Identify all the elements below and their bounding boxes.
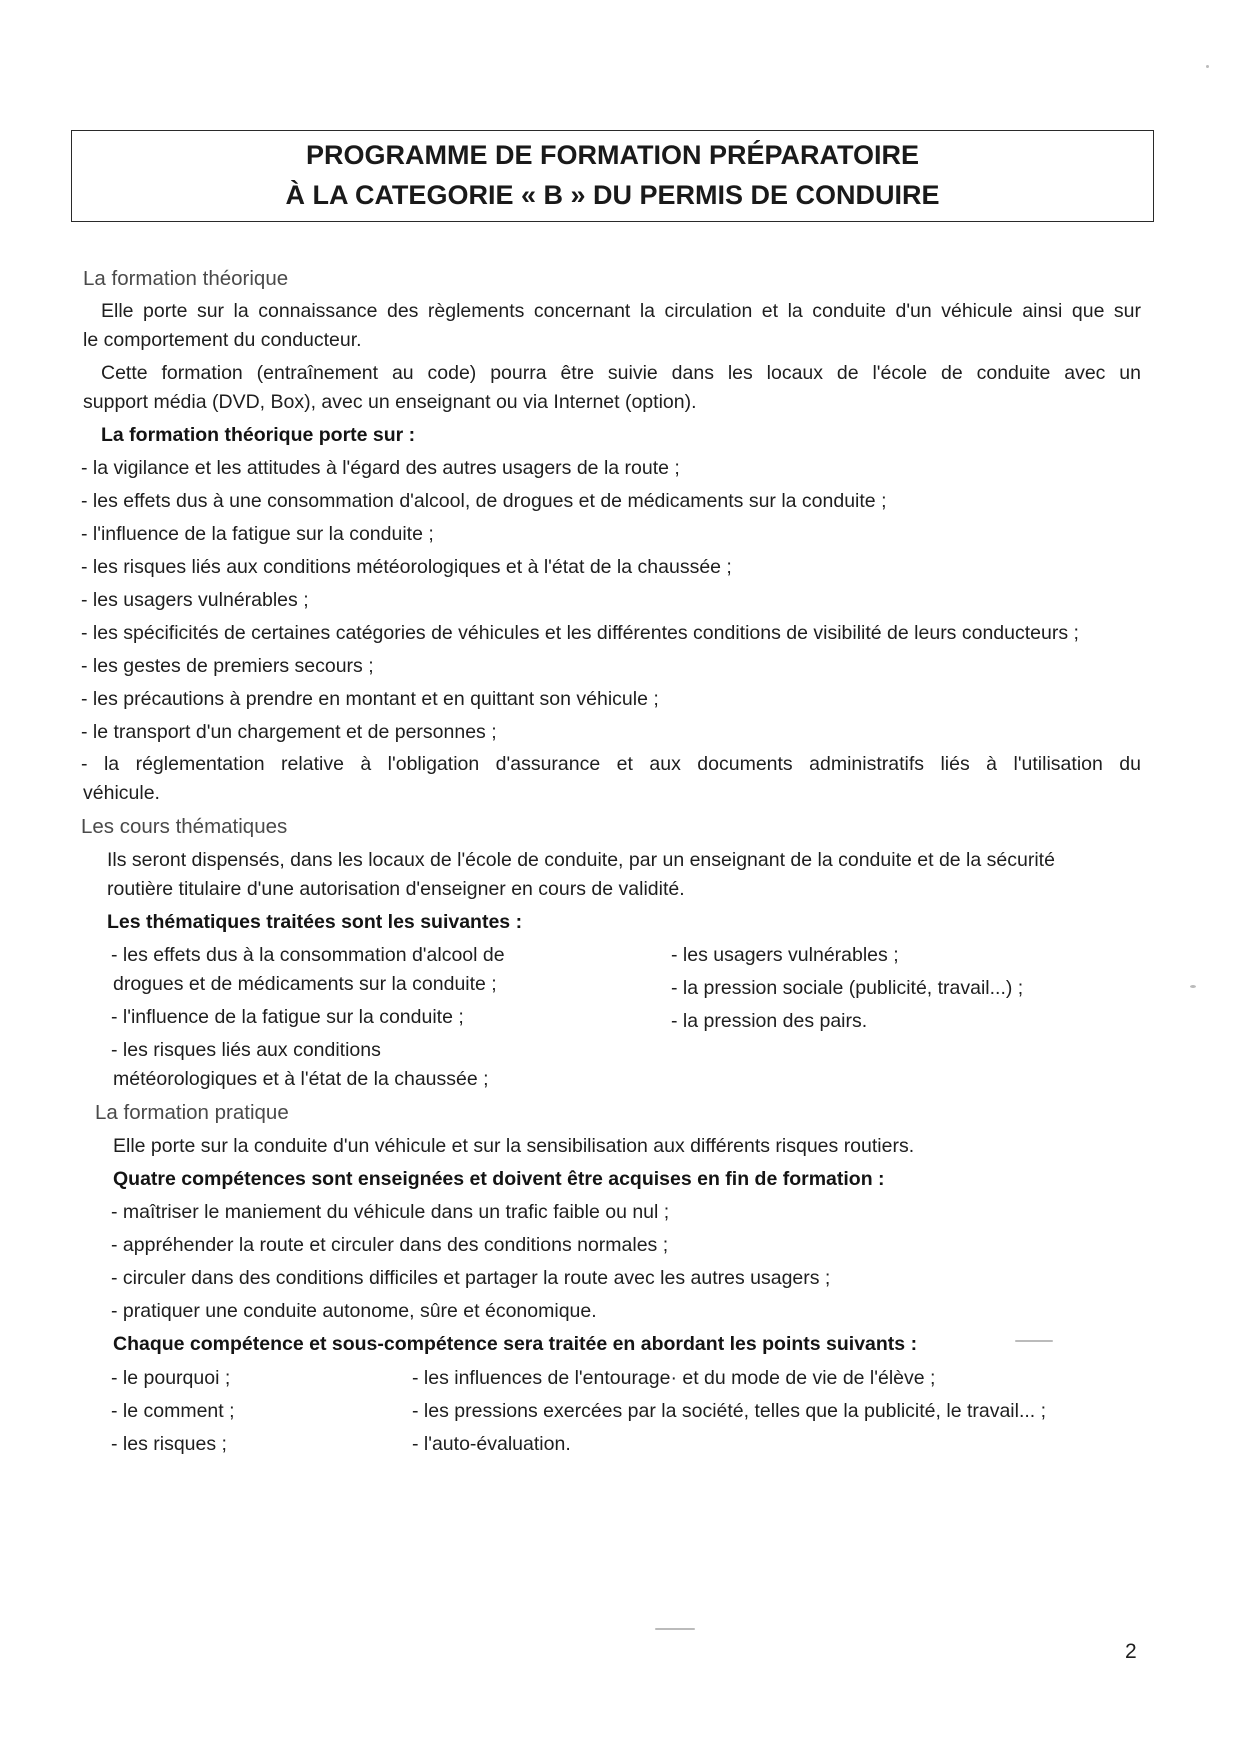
theorique-list-item: - les usagers vulnérables ; <box>81 589 309 611</box>
title-box <box>71 130 1154 222</box>
thematiques-right-item: - les usagers vulnérables ; <box>671 944 899 966</box>
scan-speck <box>1015 1340 1053 1342</box>
title-line-2: À LA CATEGORIE « B » DU PERMIS DE CONDUIRE <box>285 180 940 210</box>
theorique-list-item: - les spécificités de certaines catégories de véhicules et les différentes conditions de visibilité de leurs conducteurs ; <box>81 622 1079 644</box>
scan-speck <box>655 1628 695 1630</box>
theorique-list-item: - l'influence de la fatigue sur la conduite ; <box>81 523 434 545</box>
theorique-paragraph-2-line-1: Cette formation (entraînement au code) pourra être suivie dans les locaux de l'école de conduite avec un <box>101 362 1141 384</box>
heading-formation-pratique: La formation pratique <box>95 1101 289 1124</box>
theorique-paragraph-1-line-1: Elle porte sur la connaissance des règlements concernant la circulation et la conduite d'un véhicule ainsi que sur <box>101 300 1141 322</box>
pratique-list-title: Quatre compétences sont enseignées et doivent être acquises en fin de formation : <box>113 1168 885 1190</box>
page-number: 2 <box>1125 1640 1137 1663</box>
pratique-point-right: - l'auto-évaluation. <box>412 1433 571 1455</box>
thematiques-list-title: Les thématiques traitées sont les suivantes : <box>107 911 523 933</box>
thematiques-right-item: - la pression sociale (publicité, travail...) ; <box>671 977 1024 999</box>
pratique-list-item: - appréhender la route et circuler dans des conditions normales ; <box>111 1234 669 1256</box>
theorique-list-item: - la vigilance et les attitudes à l'égard des autres usagers de la route ; <box>81 457 680 479</box>
pratique-points-title: Chaque compétence et sous-compétence sera traitée en abordant les points suivants : <box>113 1333 918 1355</box>
thematiques-left-item-3-line-1: - les risques liés aux conditions <box>111 1039 381 1061</box>
thematiques-left-item-3-line-2: météorologiques et à l'état de la chaussée ; <box>113 1068 489 1090</box>
pratique-point-right: - les pressions exercées par la société, telles que la publicité, le travail... ; <box>412 1400 1047 1422</box>
thematiques-left-item-1-line-2: drogues et de médicaments sur la conduite ; <box>113 973 497 995</box>
pratique-point-left: - les risques ; <box>111 1433 227 1455</box>
theorique-last-item-line-1: - la réglementation relative à l'obligation d'assurance et aux documents administratifs liés à l'utilisation du <box>81 753 1141 775</box>
theorique-list-item: - les risques liés aux conditions météorologiques et à l'état de la chaussée ; <box>81 556 732 578</box>
pratique-list-item: - maîtriser le maniement du véhicule dans un trafic faible ou nul ; <box>111 1201 670 1223</box>
pratique-point-left: - le pourquoi ; <box>111 1367 231 1389</box>
thematiques-left-item-2: - l'influence de la fatigue sur la conduite ; <box>111 1006 464 1028</box>
theorique-last-item-line-2: véhicule. <box>83 782 160 804</box>
theorique-list-item: - les effets dus à une consommation d'alcool, de drogues et de médicaments sur la conduite ; <box>81 490 887 512</box>
title-line-1: PROGRAMME DE FORMATION PRÉPARATOIRE <box>305 140 919 170</box>
heading-cours-thematiques: Les cours thématiques <box>81 815 288 838</box>
theorique-list-item: - les précautions à prendre en montant et en quittant son véhicule ; <box>81 688 659 710</box>
thematiques-right-item: - la pression des pairs. <box>671 1010 868 1032</box>
pratique-point-right: - les influences de l'entourage· et du mode de vie de l'élève ; <box>412 1367 936 1389</box>
heading-formation-theorique: La formation théorique <box>83 267 289 290</box>
theorique-list-item: - les gestes de premiers secours ; <box>81 655 374 677</box>
theorique-list-item: - le transport d'un chargement et de personnes ; <box>81 721 497 743</box>
pratique-list-item: - pratiquer une conduite autonome, sûre et économique. <box>111 1300 597 1322</box>
pratique-list-item: - circuler dans des conditions difficiles et partager la route avec les autres usagers ; <box>111 1267 831 1289</box>
pratique-point-left: - le comment ; <box>111 1400 235 1422</box>
thematiques-paragraph-line-2: routière titulaire d'une autorisation d'enseigner en cours de validité. <box>107 878 685 900</box>
scan-speck <box>1206 65 1209 68</box>
theorique-list-title: La formation théorique porte sur : <box>101 424 416 446</box>
thematiques-left-item-1-line-1: - les effets dus à la consommation d'alcool de <box>111 944 505 966</box>
scan-speck <box>1190 985 1196 988</box>
theorique-paragraph-1-line-2: le comportement du conducteur. <box>83 329 362 351</box>
thematiques-paragraph-line-1: Ils seront dispensés, dans les locaux de l'école de conduite, par un enseignant de la conduite et de la sécurité <box>107 849 1055 871</box>
pratique-paragraph: Elle porte sur la conduite d'un véhicule et sur la sensibilisation aux différents risques routiers. <box>113 1135 915 1157</box>
theorique-paragraph-2-line-2: support média (DVD, Box), avec un enseignant ou via Internet (option). <box>83 391 697 413</box>
